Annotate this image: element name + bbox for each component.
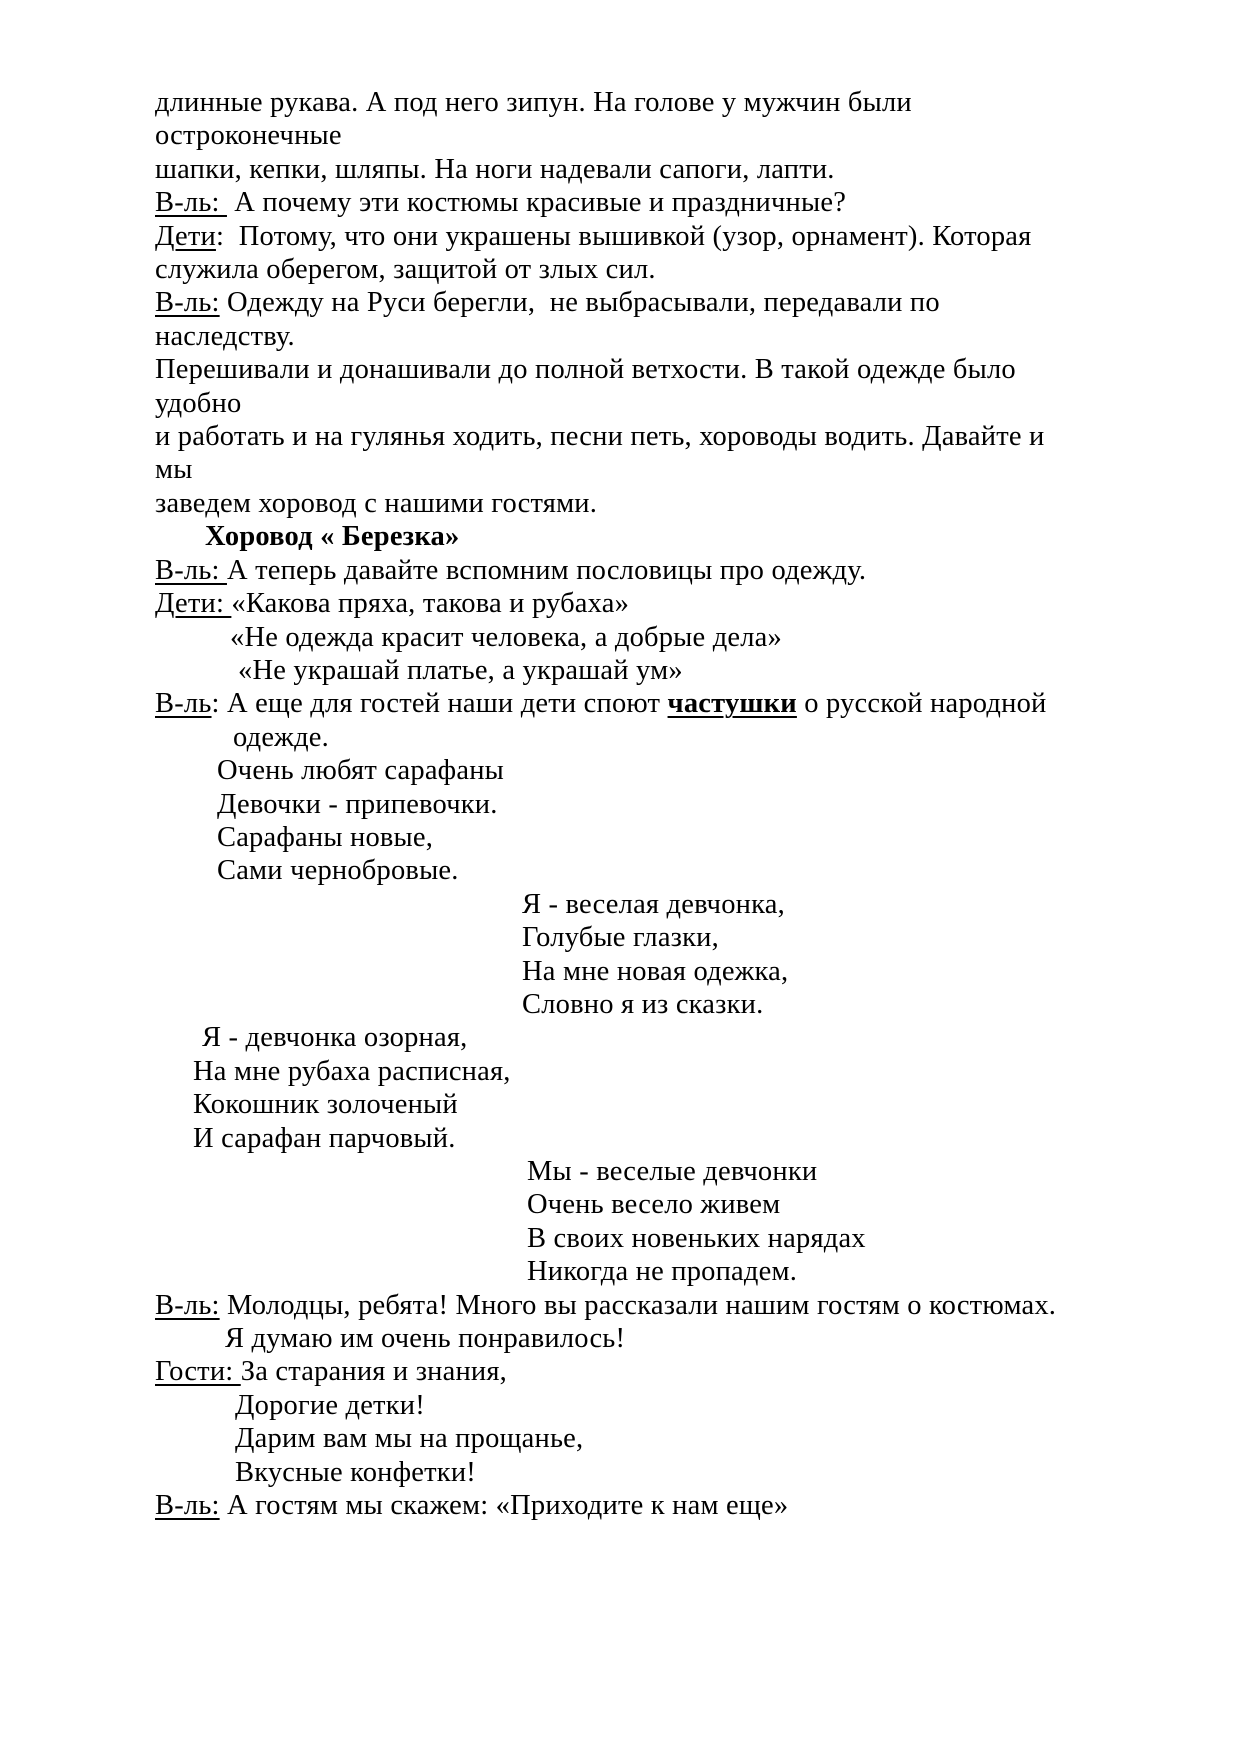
speaker-label: В-ль [155,688,212,720]
speaker-label: В-ль: [155,1490,220,1522]
speaker-label: В-ль: [155,187,227,219]
text-line [155,86,1085,153]
text-run: Я думаю им очень понравилось! [225,1323,626,1355]
text-run: Кокошник золоченый [193,1089,458,1121]
text-line [155,721,1085,754]
text-line [155,1355,1085,1388]
text-line [155,253,1085,286]
text-line [155,220,1085,253]
text-run: Мы - веселые девчонки [527,1156,818,1187]
text-line [155,554,1085,587]
text-run: шапки, кепки, шляпы. На ноги надевали сапоги, лапти. [155,153,835,185]
text-run: Никогда не пропадем. [527,1256,798,1288]
text-run: длинные рукава. А под него зипун. На голове у мужчин были остроконечные [155,87,920,152]
text-line [155,1088,1085,1121]
text-run: о русской народной [796,688,1047,720]
text-line [155,1422,1085,1455]
text-run: : А еще для гостей наши дети споют [211,688,668,720]
speaker-label: В-ль: [155,1289,220,1321]
text-run: : Потому, что они украшены вышивкой (узор, орнамент). Которая [215,220,1032,252]
text-run: Я - девчонка озорная, [202,1022,468,1054]
text-line [155,687,1085,720]
text-line [155,1289,1085,1322]
text-line [155,788,1085,821]
text-run: На мне новая одежка, [522,955,789,987]
text-line [155,955,1085,988]
text-run: За старания и знания, [240,1356,508,1388]
text-run: «Какова пряха, такова и рубаха» [231,588,630,620]
text-run: На мне рубаха расписная, [193,1055,511,1087]
document-text [155,86,1085,1522]
text-line [155,821,1085,854]
text-run: Молодцы, ребята! Много вы рассказали нашим гостям о костюмах. [219,1289,1057,1321]
speaker-label: В-ль: [155,287,220,319]
text-run: Голубые глазки, [522,922,719,954]
speaker-label: Дети [155,220,216,252]
text-run: и работать и на гулянья ходить, песни петь, хороводы водить. Давайте и мы [155,421,1052,486]
text-run: А теперь давайте вспомним пословицы про одежду. [226,554,867,586]
text-run: Словно я из сказки. [522,988,764,1020]
text-line [155,621,1085,654]
text-line [155,153,1085,186]
text-line [155,1155,1085,1188]
text-line [155,1489,1085,1522]
text-line [155,353,1085,420]
text-run: Очень весело живем [527,1189,781,1221]
text-line [155,1255,1085,1288]
text-run: одежде. [233,721,329,753]
text-line [155,1456,1085,1489]
speaker-label: Дети: [155,588,232,620]
text-line [155,854,1085,887]
text-line [155,754,1085,787]
text-run: Перешивали и донашивали до полной ветхости. В такой одежде было удобно [155,354,1024,419]
text-run: «Не одежда красит человека, а добрые дела» [230,621,782,653]
text-run: заведем хоровод с нашими гостями. [155,487,598,519]
text-line [155,921,1085,954]
text-line [155,286,1085,353]
text-run: Дарим вам мы на прощанье, [235,1423,584,1455]
text-line [155,1322,1085,1355]
text-run: «Не украшай платье, а украшай ум» [238,654,683,686]
text-run: А почему эти костюмы красивые и праздничные? [226,187,847,219]
text-line [155,1055,1085,1088]
text-run: Я - веселая девчонка, [522,888,785,920]
text-line [155,587,1085,620]
text-line [155,420,1085,487]
text-run: Сами чернобровые. [217,855,459,887]
text-line [155,1389,1085,1422]
text-run: Хоровод « Березка» [205,521,460,553]
text-line [155,1122,1085,1155]
text-run: Девочки - припевочки. [217,788,498,820]
text-line [155,520,1085,553]
text-run: А гостям мы скажем: «Приходите к нам еще» [219,1490,789,1522]
text-run: частушки [667,688,797,720]
text-line [155,1188,1085,1221]
text-run: Дорогие детки! [235,1389,425,1421]
text-run: И сарафан парчовый. [193,1122,456,1154]
text-run: Очень любят сарафаны [217,755,504,787]
speaker-label: Гости: [155,1356,241,1388]
text-line [155,654,1085,687]
text-line [155,888,1085,921]
text-run: Вкусные конфетки! [235,1456,476,1488]
speaker-label: В-ль: [155,554,227,586]
text-run: Сарафаны новые, [217,821,434,853]
text-line [155,988,1085,1021]
text-run: Одежду на Руси берегли, не выбрасывали, передавали по наследству. [155,287,948,352]
text-line [155,487,1085,520]
text-line [155,1222,1085,1255]
text-run: В своих новеньких нарядах [527,1222,866,1254]
text-line [155,1021,1085,1054]
text-run: служила оберегом, защитой от злых сил. [155,254,656,286]
text-line [155,186,1085,219]
